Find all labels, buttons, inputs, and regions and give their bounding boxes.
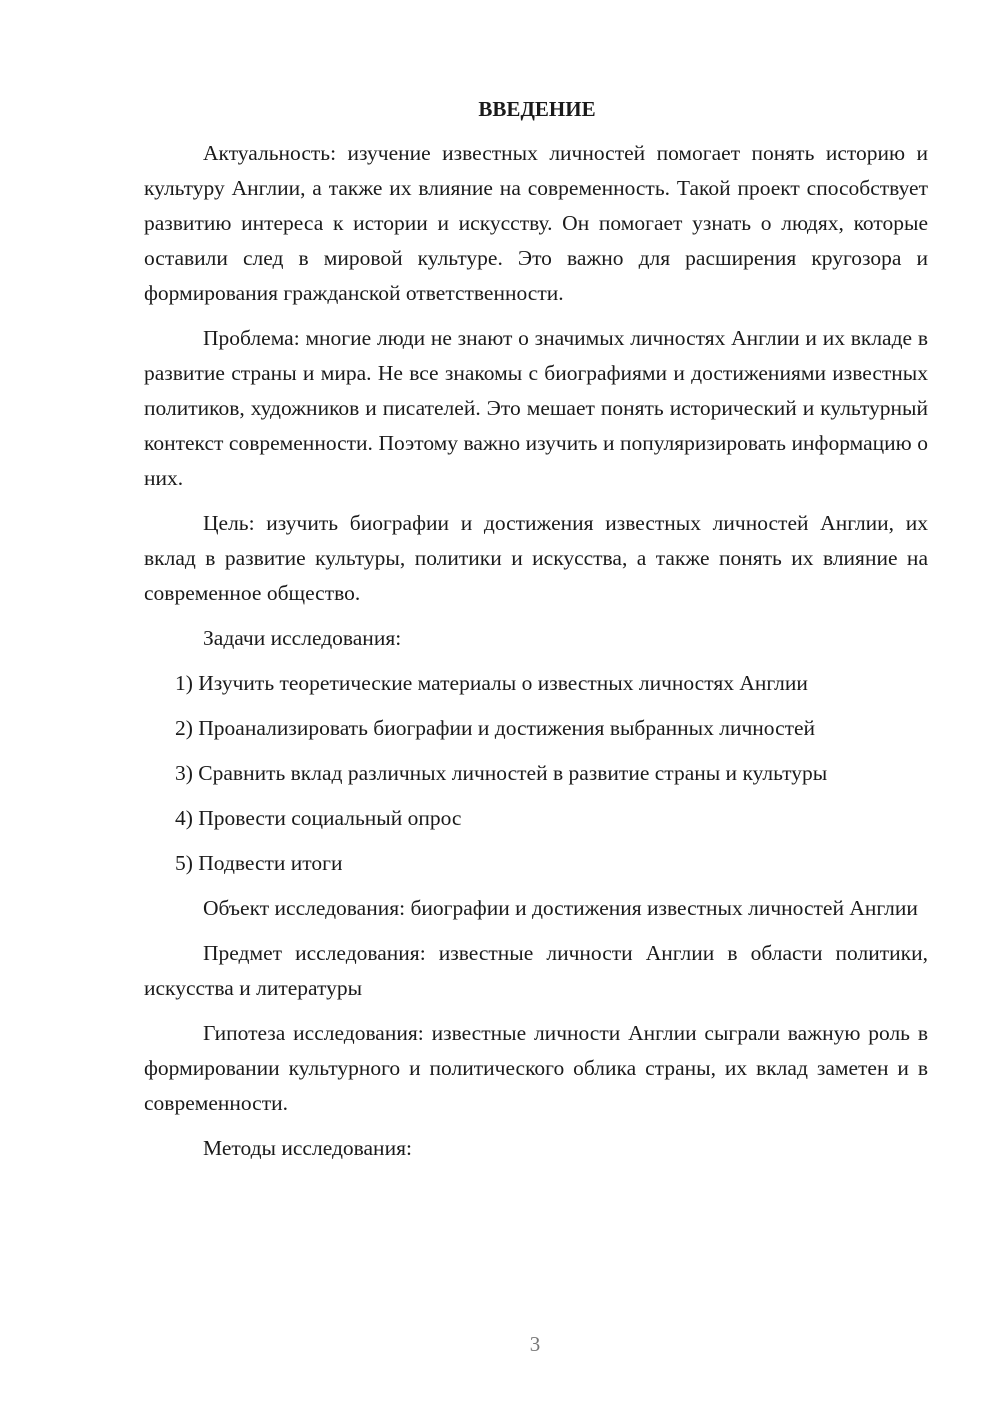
subject-paragraph: Предмет исследования: известные личности Англии в области политики, искусства и литературы: [144, 941, 928, 1000]
problem-paragraph: Проблема: многие люди не знают о значимых личностях Англии и их вкладе в развитие страны и мира. Не все знакомы с биографиями и достижениями известных политиков, художников и писателей. Это мешает понять исторический и культурный контекст современности. Поэтому важно изучить и популяризировать информацию о них.: [144, 326, 928, 490]
methods-heading: Методы исследования:: [203, 1136, 412, 1160]
task-item: 3) Сравнить вклад различных личностей в развитие страны и культуры: [175, 761, 828, 785]
task-item: 1) Изучить теоретические материалы о известных личностях Англии: [175, 671, 808, 695]
object-paragraph: Объект исследования: биографии и достижения известных личностей Англии: [203, 896, 918, 920]
page-number: 3: [529, 1332, 541, 1356]
hypothesis-paragraph: Гипотеза исследования: известные личности Англии сыграли важную роль в формировании культурного и политического облика страны, их вклад заметен и в современности.: [144, 1021, 928, 1115]
goal-paragraph: Цель: изучить биографии и достижения известных личностей Англии, их вклад в развитие культуры, политики и искусства, а также понять их влияние на современное общество.: [144, 511, 928, 605]
task-item: 5) Подвести итоги: [175, 851, 343, 875]
task-item: 2) Проанализировать биографии и достижения выбранных личностей: [175, 716, 816, 740]
section-title: ВВЕДЕНИЕ: [478, 97, 596, 121]
document-page: [144, 92, 928, 1176]
relevance-paragraph: Актуальность: изучение известных личностей помогает понять историю и культуру Англии, а также их влияние на современность. Такой проект способствует развитию интереса к истории и искусству. Он помогает узнать о людях, которые оставили след в мировой культуре. Это важно для расширения кругозора и формирования гражданской ответственности.: [144, 141, 928, 305]
tasks-heading: Задачи исследования:: [203, 626, 402, 650]
task-item: 4) Провести социальный опрос: [175, 806, 462, 830]
